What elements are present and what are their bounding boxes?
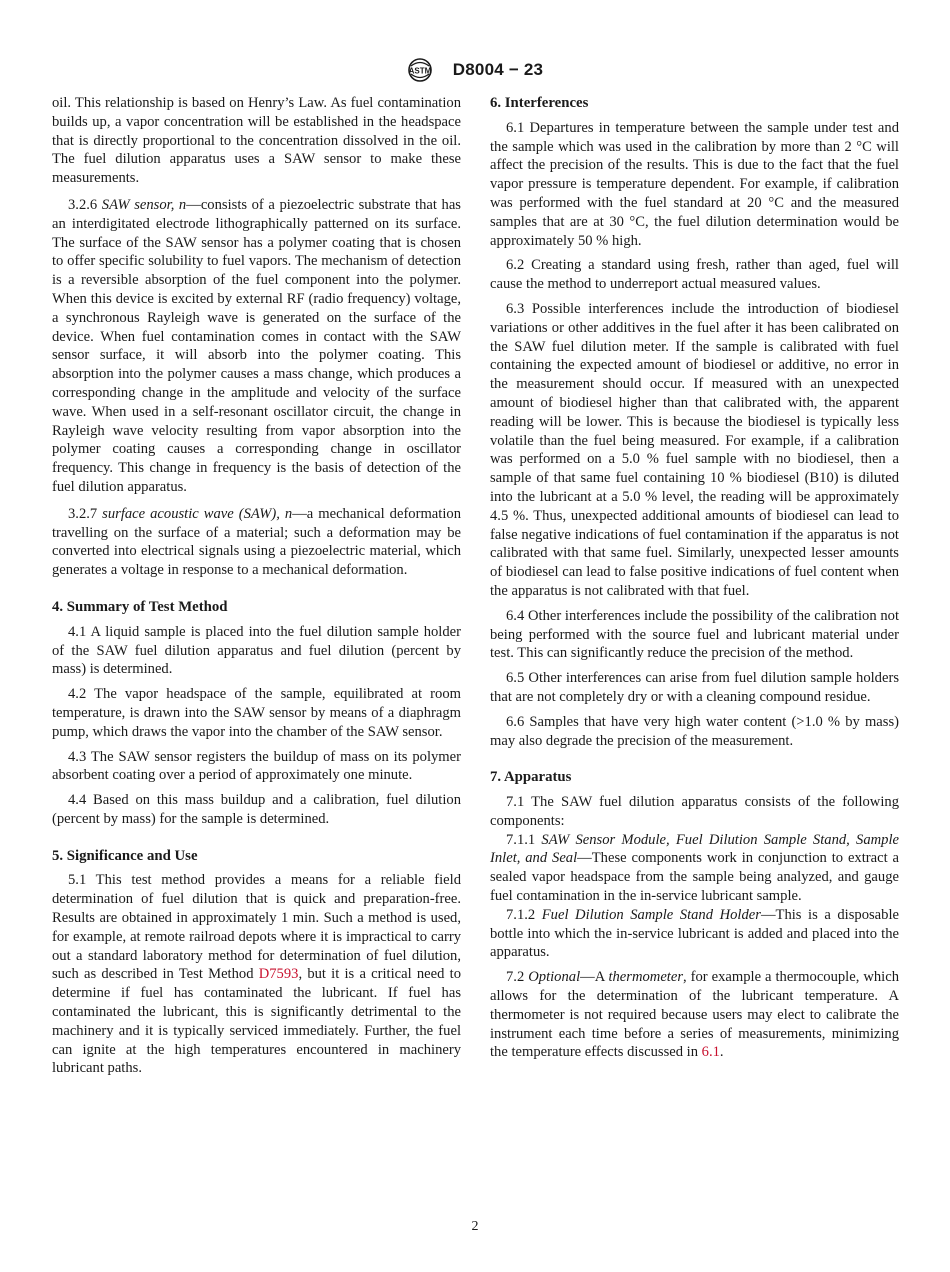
link-d7593[interactable]: D7593 [258,966,299,983]
text-segment: , for example a thermocouple, which allows for the determination of the lubricant temperature. A thermometer is not required because users may elect to calibrate the instrument each time before a series of measurements, minimizing the temperature effects discussed in [490,969,900,1061]
paragraph-7-1: 7.1 The SAW fuel dilution apparatus consists of the following components: [490,794,899,829]
page-header [0,56,950,84]
definition-text: —These components work in conjunction to extract a sealed vapor headspace from the sample being analyzed, and gauge fuel contamination in the in-service lubricant sample. [490,850,899,905]
right-column [490,94,899,1068]
paragraph-5-1 [52,871,461,1078]
term-surface-acoustic-wave: surface acoustic wave (SAW), n [102,505,293,522]
heading-summary-of-test-method: 4. Summary of Test Method [52,598,228,615]
section-number: 7.1.2 [506,906,536,923]
paragraph-6-1: 6.1 Departures in temperature between the sample under test and the sample which was used in the calibration by more than 2 °C will affect the precision of the results. This is due to the fact that the fuel vapor pressure is temperature dependent. For example, if calibration was performed with the fuel standard at 20 °C and the measured samples that are at 30 °C, the fuel dilution determination would be approximately 50 % high. [490,119,899,249]
astm-logo-icon [407,57,449,83]
term-optional: Optional [528,969,581,986]
left-column [52,94,461,1084]
heading-significance-and-use: 5. Significance and Use [52,847,198,864]
term-saw-sensor: SAW sensor, n [101,196,187,213]
page-number: 2 [471,1219,479,1234]
link-section-6-1[interactable]: 6.1 [701,1044,720,1061]
section-number: 7.1.1 [506,831,536,848]
section-number: 3.2.7 [68,505,98,522]
term-saw-sensor-module: SAW Sensor Module, Fuel Dilution Sample Stand, Sample Inlet, and Seal [490,831,899,867]
paragraph-4-4: 4.4 Based on this mass buildup and a calibration, fuel dilution (percent by mass) for the sample is determined. [52,792,461,827]
text-segment: , but it is a critical need to determine if fuel has contaminated the lubricant. If fuel has contaminated the lubricant, this is significantly detrimental to the machinery and it is typically serviced immediately. Further, the fuel can ignite at the high temperatures encountered in machinery lubricant paths. [52,966,461,1077]
paragraph-oil-continued: oil. This relationship is based on Henry’s Law. As fuel contamination builds up, a vapor concentration will be established in the headspace that is directly proportional to the concentration dissolved in the oil. The fuel dilution apparatus uses a SAW sensor to make these measurements. [52,95,461,187]
text-segment: . [719,1044,724,1061]
section-number: 7.2 [506,969,525,986]
paragraph-6-2: 6.2 Creating a standard using fresh, rather than aged, fuel will cause the method to underreport actual measured values. [490,257,899,293]
paragraph-6-3: 6.3 Possible interferences include the introduction of biodiesel variations or other additives in the fuel after it has been calibrated on the SAW fuel dilution meter. If the sample is calibrated with fuel containing the expected amount of biodiesel or additive, no error in the measurement should occur. If measured with an unexpected amount of biodiesel higher than that calibrated with, the apparent reading will be lower. This is because the biodiesel is typically less volatile than the fuel being measured. For example, if a calibration was performed on a 5.0 % fuel sample with no biodiesel, then a sample of that same fuel containing 10 % biodiesel (B10) is diluted into the lubricant at a 5.0 % level, the reading will be approximately 4.5 %. Thus, unexpected additional amounts of biodiesel can lead to false negative indications of fuel contamination if the apparatus is not calibrated with that same fuel. Similarly, unexpected lesser amounts of biodiesel can lead to false positive indications of fuel content when the apparatus is not calibrated with that fuel. [490,300,899,599]
definition-text: —a mechanical deformation travelling on the surface of a material; such a deformation may be converted into electrical signals using a piezoelectric material, which generates a voltage in response to a mechanical deformation. [52,505,461,579]
paragraph-7-2 [490,968,899,1062]
heading-interferences: 6. Interferences [490,95,589,111]
paragraph-4-2: 4.2 The vapor headspace of the sample, equilibrated at room temperature, is drawn into the SAW sensor by means of a diaphragm pump, which draws the vapor into the chamber of the SAW sensor. [52,686,461,740]
text-segment: 5.1 This test method provides a means for a reliable field determination of fuel dilution that is quick and preparation-free. Results are obtained in approximately 1 min. Such a method is used, for example, at remote railroad depots where it is impractical to carry out a standard laboratory method for determination of fuel dilution, such as described in Test Method [52,872,461,983]
text-segment: —A [580,969,609,986]
paragraph-3-2-6 [52,196,461,497]
paragraph-6-5: 6.5 Other interferences can arise from fuel dilution sample holders that are not completely dry or with a cleaning compound residue. [490,670,899,705]
paragraph-4-3: 4.3 The SAW sensor registers the buildup of mass on its polymer absorbent coating over a period of approximately one minute. [52,748,461,784]
paragraph-6-6: 6.6 Samples that have very high water content (>1.0 % by mass) may also degrade the precision of the measurement. [490,713,899,749]
paragraph-3-2-7 [52,505,461,580]
paragraph-6-4: 6.4 Other interferences include the possibility of the calibration not being performed with the source fuel and lubricant material under test. This can significantly reduce the precision of the method. [490,607,899,662]
section-number: 3.2.6 [68,196,98,213]
definition-text: —consists of a piezoelectric substrate that has an interdigitated electrode lithographically patterned on its surface. The surface of the SAW sensor has a polymer coating that is chosen to offer specific solubility to fuel vapors. The mechanism of detection is a reversible absorption of the fuel component into the polymer. When this device is excited by external RF (radio frequency) voltage, a synchronous Rayleigh wave is generated on the surface of the device. When fuel contamination comes in contact with the SAW sensor surface, it will absorb into the polymer coating. This absorption into the polymer causes a mass change, which produces a corresponding change in the amplitude and velocity of the surface wave. When used in a self-resonant oscillator circuit, the change in Rayleigh wave velocity resulting from vapor absorption into the polymer coating causes a corresponding change in oscillator frequency. This change in frequency is the basis of detection of the fuel dilution apparatus. [52,196,461,495]
term-thermometer: thermometer [608,969,684,986]
heading-apparatus: 7. Apparatus [490,769,572,786]
paragraph-7-1-2 [490,906,899,962]
logo-text: ASTM [408,66,432,76]
term-sample-stand-holder: Fuel Dilution Sample Stand Holder [541,906,761,923]
paragraph-7-1-1 [490,831,899,906]
definition-text: —This is a disposable bottle into which the in-service lubricant is added and placed into the apparatus. [490,906,899,961]
paragraph-4-1: 4.1 A liquid sample is placed into the fuel dilution sample holder of the SAW fuel dilution apparatus and fuel dilution (percent by mass) is determined. [52,623,461,678]
standard-designation: D8004 − 23 [452,60,544,79]
